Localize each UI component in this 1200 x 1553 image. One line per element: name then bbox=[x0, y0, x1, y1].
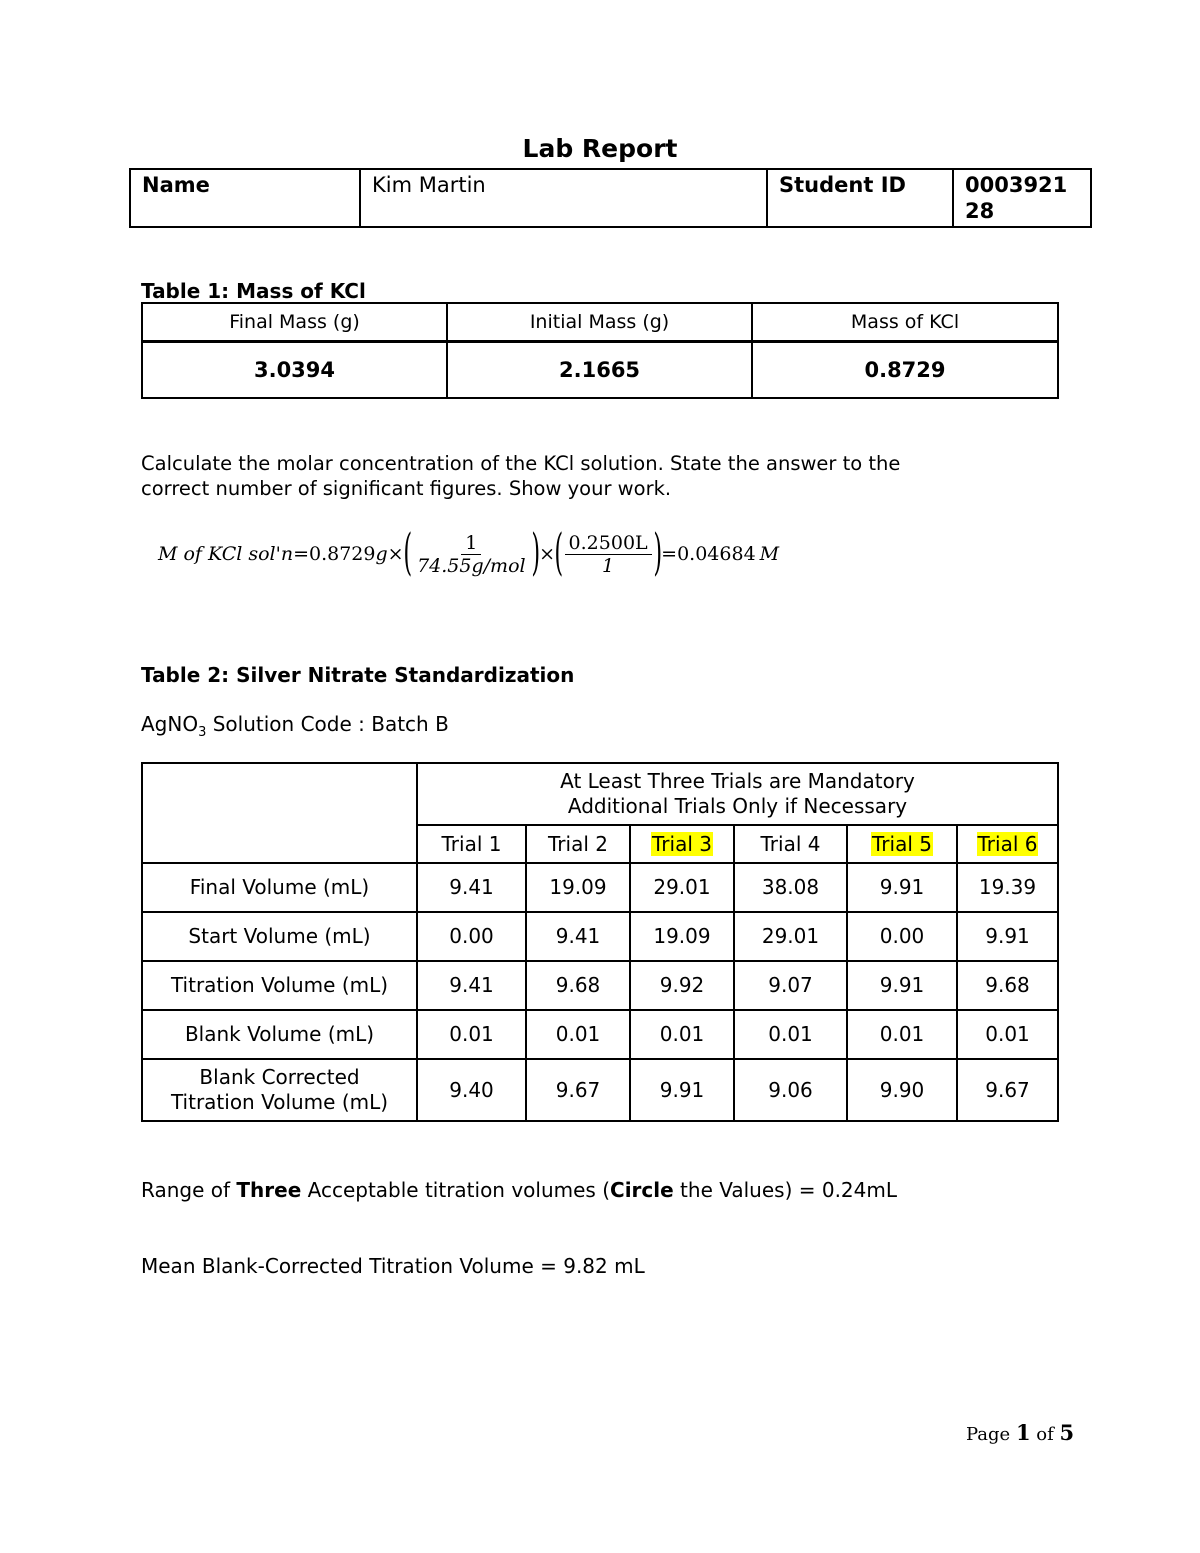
name-label: Name bbox=[130, 169, 360, 227]
table-row bbox=[142, 912, 1058, 961]
range-bold: Three bbox=[236, 1178, 302, 1202]
table-row bbox=[142, 1059, 1058, 1121]
cell: 19.39 bbox=[957, 863, 1058, 912]
t2-trials-header bbox=[417, 763, 1058, 825]
eq-g: g bbox=[375, 543, 388, 565]
eq-times: × bbox=[387, 543, 404, 565]
page-current: 1 bbox=[1015, 1420, 1031, 1445]
table-row bbox=[142, 863, 1058, 912]
eq-lhs: M of KCl sol'n bbox=[158, 543, 294, 565]
frac1-den: 74.55g/mol bbox=[417, 554, 526, 577]
row-label bbox=[142, 1059, 417, 1121]
cell: 9.92 bbox=[630, 961, 734, 1010]
cell: 9.91 bbox=[847, 863, 957, 912]
row-label: Titration Volume (mL) bbox=[142, 961, 417, 1010]
molarity-equation bbox=[158, 522, 779, 586]
row-label-line2: Titration Volume (mL) bbox=[170, 1090, 389, 1114]
t1-header: Final Mass (g) bbox=[142, 303, 447, 342]
table2-caption: Table 2: Silver Nitrate Standardization bbox=[141, 663, 575, 687]
mass-table bbox=[141, 302, 1059, 399]
cell: 0.00 bbox=[847, 912, 957, 961]
cell: 9.91 bbox=[957, 912, 1058, 961]
cell: 0.01 bbox=[417, 1010, 526, 1059]
solution-code bbox=[141, 712, 449, 745]
cell: 9.07 bbox=[734, 961, 847, 1010]
row-label: Blank Volume (mL) bbox=[142, 1010, 417, 1059]
cell: 9.41 bbox=[417, 961, 526, 1010]
range-text: Acceptable titration volumes ( bbox=[301, 1178, 611, 1202]
t1-value: 2.1665 bbox=[447, 342, 752, 399]
page-of: of bbox=[1030, 1424, 1060, 1445]
page-number bbox=[966, 1420, 1074, 1445]
range-text: the Values) = 0.24mL bbox=[673, 1178, 897, 1202]
trial-label: Trial 1 bbox=[441, 831, 502, 856]
eq-times: × bbox=[539, 543, 556, 565]
table-row bbox=[142, 1010, 1058, 1059]
paren-open: ( bbox=[402, 523, 412, 581]
cell: 0.01 bbox=[630, 1010, 734, 1059]
cell: 29.01 bbox=[734, 912, 847, 961]
cell: 9.41 bbox=[417, 863, 526, 912]
t1-header: Mass of KCl bbox=[752, 303, 1058, 342]
question-text bbox=[141, 451, 900, 501]
agno3-text: AgNO bbox=[141, 712, 199, 736]
student-info-table bbox=[129, 168, 1092, 228]
cell: 9.06 bbox=[734, 1059, 847, 1121]
name-value: Kim Martin bbox=[360, 169, 767, 227]
cell: 9.68 bbox=[957, 961, 1058, 1010]
eq-result: =0.04684 bbox=[661, 543, 756, 565]
trial-label-highlighted: Trial 3 bbox=[652, 831, 712, 856]
trial-header bbox=[417, 825, 526, 863]
page-total: 5 bbox=[1059, 1420, 1075, 1445]
cell: 9.67 bbox=[526, 1059, 630, 1121]
cell: 0.01 bbox=[526, 1010, 630, 1059]
solution-code-value: Solution Code : Batch B bbox=[206, 712, 449, 736]
paren-close: ) bbox=[653, 523, 662, 581]
range-statement bbox=[141, 1178, 897, 1203]
trial-header bbox=[526, 825, 630, 863]
student-id-value bbox=[953, 169, 1091, 227]
table1-caption: Table 1: Mass of KCl bbox=[141, 279, 366, 303]
cell: 0.00 bbox=[417, 912, 526, 961]
cell: 19.09 bbox=[526, 863, 630, 912]
cell: 9.67 bbox=[957, 1059, 1058, 1121]
mean-statement: Mean Blank-Corrected Titration Volume = 9.82 mL bbox=[141, 1254, 645, 1278]
question-line2: correct number of significant figures. Show your work. bbox=[141, 477, 672, 500]
trial-label: Trial 2 bbox=[548, 831, 608, 856]
report-title: Lab Report bbox=[522, 134, 678, 163]
cell: 9.41 bbox=[526, 912, 630, 961]
trial-label-highlighted: Trial 6 bbox=[977, 831, 1038, 856]
trial-label: Trial 4 bbox=[760, 831, 821, 856]
t1-header: Initial Mass (g) bbox=[447, 303, 752, 342]
row-label: Final Volume (mL) bbox=[142, 863, 417, 912]
eq-unit: M bbox=[759, 543, 780, 565]
eq-mass: =0.8729 bbox=[293, 543, 376, 565]
paren-close: ) bbox=[530, 523, 540, 581]
trial-header bbox=[630, 825, 734, 863]
cell: 9.68 bbox=[526, 961, 630, 1010]
cell: 29.01 bbox=[630, 863, 734, 912]
paren-open: ( bbox=[554, 523, 564, 581]
student-id-line1: 0003921 bbox=[965, 173, 1068, 197]
range-bold: Circle bbox=[610, 1178, 674, 1202]
trial-header bbox=[847, 825, 957, 863]
agno3-subscript: 3 bbox=[198, 725, 207, 740]
student-id-label: Student ID bbox=[767, 169, 953, 227]
cell: 0.01 bbox=[957, 1010, 1058, 1059]
cell: 0.01 bbox=[734, 1010, 847, 1059]
trial-label-highlighted: Trial 5 bbox=[872, 831, 932, 856]
frac2-den: 1 bbox=[602, 554, 615, 577]
fraction-molar-mass bbox=[413, 532, 530, 577]
cell: 38.08 bbox=[734, 863, 847, 912]
t2-header-line2: Additional Trials Only if Necessary bbox=[567, 794, 908, 818]
cell: 9.91 bbox=[630, 1059, 734, 1121]
cell: 9.40 bbox=[417, 1059, 526, 1121]
frac1-num: 1 bbox=[461, 532, 481, 555]
t2-corner bbox=[142, 763, 417, 863]
trial-header bbox=[957, 825, 1058, 863]
row-label: Start Volume (mL) bbox=[142, 912, 417, 961]
frac2-num: 0.2500L bbox=[565, 532, 652, 555]
fraction-volume bbox=[565, 532, 652, 577]
trial-header bbox=[734, 825, 847, 863]
cell: 9.90 bbox=[847, 1059, 957, 1121]
cell: 19.09 bbox=[630, 912, 734, 961]
student-id-line2: 28 bbox=[965, 199, 995, 223]
page-label: Page bbox=[966, 1424, 1016, 1445]
standardization-table bbox=[141, 762, 1059, 1122]
t1-value: 0.8729 bbox=[752, 342, 1058, 399]
table-row bbox=[142, 961, 1058, 1010]
cell: 9.91 bbox=[847, 961, 957, 1010]
range-text: Range of bbox=[141, 1178, 237, 1202]
t2-header-line1: At Least Three Trials are Mandatory bbox=[560, 769, 915, 793]
cell: 0.01 bbox=[847, 1010, 957, 1059]
t1-value: 3.0394 bbox=[142, 342, 447, 399]
question-line1: Calculate the molar concentration of the KCl solution. State the answer to the bbox=[141, 452, 901, 475]
row-label-line1: Blank Corrected bbox=[199, 1065, 360, 1089]
